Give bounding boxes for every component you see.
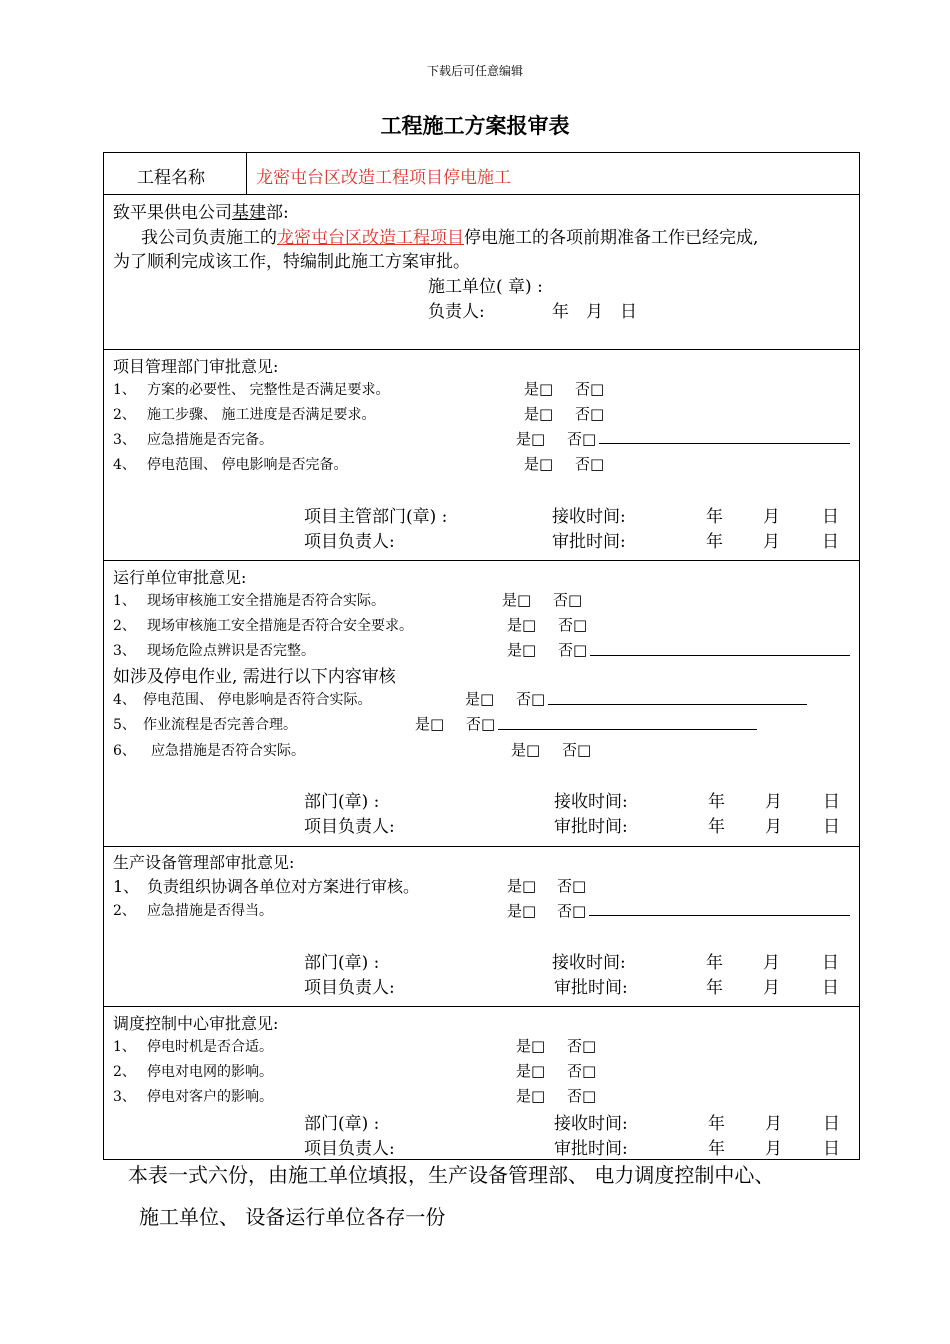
footer-note-line1: 本表一式六份，由施工单位填报，生产设备管理部、 电力调度控制中心、 <box>128 1163 775 1187</box>
remark-blank-line[interactable] <box>590 655 850 656</box>
yes-checkbox[interactable]: 是□ <box>524 405 554 423</box>
day-label: 日 <box>822 978 839 998</box>
s2-item-text: 作业流程是否完善合理。 <box>143 717 297 733</box>
yes-checkbox[interactable]: 是□ <box>507 902 537 920</box>
s2-item-text: 停电范围、 停电影响是否符合实际。 <box>143 692 372 708</box>
year-label: 年 <box>708 1114 725 1134</box>
s2-item-text: 现场审核施工安全措施是否符合实际。 <box>147 593 385 609</box>
remark-blank-line[interactable] <box>599 443 850 444</box>
day-label: 日 <box>823 1139 840 1159</box>
year-label: 年 <box>708 1139 725 1159</box>
receive-time-label: 接收时间: <box>554 1114 628 1134</box>
day-label: 日 <box>823 817 840 837</box>
s3-item-num: 2、 <box>113 903 136 919</box>
no-checkbox[interactable]: 否□ <box>575 455 605 473</box>
project-name-value: 龙密屯台区改造工程项目停电施工 <box>256 168 511 188</box>
s3-item-text: 应急措施是否得当。 <box>147 903 273 919</box>
project-name-label: 工程名称 <box>137 168 205 188</box>
approve-time-label: 审批时间: <box>552 532 626 552</box>
letter-body-line1: 我公司负责施工的龙密屯台区改造工程项目停电施工的各项前期准备工作已经完成, <box>141 228 759 248</box>
letter-salutation: 致平果供电公司基建部: <box>113 203 289 223</box>
receive-time-label: 接收时间: <box>552 953 626 973</box>
s1-item-num: 4、 <box>113 457 136 473</box>
no-checkbox[interactable]: 否□ <box>516 690 546 708</box>
yes-checkbox[interactable]: 是□ <box>516 1087 546 1105</box>
no-checkbox[interactable]: 否□ <box>562 741 592 759</box>
letter-body-line2: 为了顺利完成该工作，特编制此施工方案审批。 <box>113 252 470 272</box>
receive-time-label: 接收时间: <box>552 507 626 527</box>
approve-time-label: 审批时间: <box>554 817 628 837</box>
s3-dept-label: 部门(章) : <box>304 953 380 973</box>
approve-time-label: 审批时间: <box>554 978 628 998</box>
month-label: 月 <box>765 792 782 812</box>
month-label: 月 <box>765 817 782 837</box>
yes-checkbox[interactable]: 是□ <box>507 641 537 659</box>
remark-blank-line[interactable] <box>589 915 850 916</box>
year-label: 年 <box>706 953 723 973</box>
no-checkbox[interactable]: 否□ <box>575 380 605 398</box>
s1-heading: 项目管理部门审批意见: <box>113 357 279 376</box>
s2-item-text: 应急措施是否符合实际。 <box>151 743 305 759</box>
s3-heading: 生产设备管理部审批意见: <box>113 853 295 872</box>
s1-item-text: 施工步骤、 施工进度是否满足要求。 <box>147 407 376 423</box>
s2-item-num: 5、 <box>113 717 136 733</box>
s2-item-num: 4、 <box>113 692 136 708</box>
no-checkbox[interactable]: 否□ <box>558 641 588 659</box>
s1-item-num: 3、 <box>113 432 136 448</box>
day-label: 日 <box>823 1114 840 1134</box>
year-label: 年 <box>706 978 723 998</box>
s4-dept-label: 部门(章) : <box>304 1114 380 1134</box>
s2-item-num: 3、 <box>113 643 136 659</box>
day-label: 日 <box>823 792 840 812</box>
row-divider <box>103 846 860 847</box>
no-checkbox[interactable]: 否□ <box>567 1037 597 1055</box>
row-divider <box>103 1006 860 1007</box>
s3-item-text: 负责组织协调各单位对方案进行审核。 <box>147 877 420 896</box>
month-label: 月 <box>763 953 780 973</box>
year-label: 年 <box>708 817 725 837</box>
row-divider <box>103 349 860 350</box>
yes-checkbox[interactable]: 是□ <box>507 877 537 895</box>
col-divider <box>246 152 247 194</box>
yes-checkbox[interactable]: 是□ <box>502 591 532 609</box>
day-label: 日 <box>822 953 839 973</box>
no-checkbox[interactable]: 否□ <box>553 591 583 609</box>
month-label: 月 <box>763 507 780 527</box>
row-divider <box>103 194 860 195</box>
s4-heading: 调度控制中心审批意见: <box>113 1014 279 1033</box>
remark-blank-line[interactable] <box>498 729 757 730</box>
s1-item-text: 停电范围、 停电影响是否完备。 <box>147 457 348 473</box>
no-checkbox[interactable]: 否□ <box>567 430 597 448</box>
no-checkbox[interactable]: 否□ <box>558 616 588 634</box>
s2-item-text: 现场危险点辨识是否完整。 <box>147 643 315 659</box>
s3-person-label: 项目负责人: <box>304 978 395 998</box>
responsible-person-label: 负责人: <box>428 302 485 322</box>
month-label: 月 <box>763 978 780 998</box>
yes-checkbox[interactable]: 是□ <box>524 455 554 473</box>
s2-item-num: 2、 <box>113 618 136 634</box>
year-label: 年 <box>706 507 723 527</box>
s1-item-num: 1、 <box>113 382 136 398</box>
year-label: 年 <box>708 792 725 812</box>
remark-blank-line[interactable] <box>548 704 807 705</box>
s4-item-num: 3、 <box>113 1089 136 1105</box>
s2-note: 如涉及停电作业, 需进行以下内容审核 <box>113 667 396 687</box>
s3-item-num: 1、 <box>113 877 140 896</box>
footer-note-line2: 施工单位、 设备运行单位各存一份 <box>139 1205 446 1229</box>
no-checkbox[interactable]: 否□ <box>466 715 496 733</box>
s1-item-text: 应急措施是否完备。 <box>147 432 273 448</box>
s2-dept-label: 部门(章) : <box>304 792 380 812</box>
header-note: 下载后可任意编辑 <box>426 64 523 78</box>
yes-checkbox[interactable]: 是□ <box>524 380 554 398</box>
month-label: 月 <box>765 1114 782 1134</box>
s2-item-text: 现场审核施工安全措施是否符合安全要求。 <box>147 618 413 634</box>
approve-time-label: 审批时间: <box>554 1139 628 1159</box>
no-checkbox[interactable]: 否□ <box>557 902 587 920</box>
letter-date: 年 月 日 <box>552 302 637 322</box>
yes-checkbox[interactable]: 是□ <box>516 430 546 448</box>
s1-dept-label: 项目主管部门(章) : <box>304 507 448 527</box>
s4-item-num: 1、 <box>113 1039 136 1055</box>
s1-item-num: 2、 <box>113 407 136 423</box>
s4-item-text: 停电对客户的影响。 <box>147 1089 273 1105</box>
yes-checkbox[interactable]: 是□ <box>511 741 541 759</box>
month-label: 月 <box>763 532 780 552</box>
page-title: 工程施工方案报审表 <box>380 113 570 138</box>
day-label: 日 <box>822 532 839 552</box>
s2-person-label: 项目负责人: <box>304 817 395 837</box>
s4-item-text: 停电对电网的影响。 <box>147 1064 273 1080</box>
s2-item-num: 1、 <box>113 593 136 609</box>
no-checkbox[interactable]: 否□ <box>567 1062 597 1080</box>
receive-time-label: 接收时间: <box>554 792 628 812</box>
construction-unit-label: 施工单位( 章) : <box>428 277 543 297</box>
row-divider <box>103 560 860 561</box>
s2-heading: 运行单位审批意见: <box>113 568 247 587</box>
yes-checkbox[interactable]: 是□ <box>415 715 445 733</box>
day-label: 日 <box>822 507 839 527</box>
s4-person-label: 项目负责人: <box>304 1139 395 1159</box>
no-checkbox[interactable]: 否□ <box>557 877 587 895</box>
year-label: 年 <box>706 532 723 552</box>
s1-person-label: 项目负责人: <box>304 532 395 552</box>
s4-item-num: 2、 <box>113 1064 136 1080</box>
yes-checkbox[interactable]: 是□ <box>516 1037 546 1055</box>
s4-item-text: 停电时机是否合适。 <box>147 1039 273 1055</box>
no-checkbox[interactable]: 否□ <box>575 405 605 423</box>
s1-item-text: 方案的必要性、 完整性是否满足要求。 <box>147 382 390 398</box>
yes-checkbox[interactable]: 是□ <box>465 690 495 708</box>
yes-checkbox[interactable]: 是□ <box>516 1062 546 1080</box>
yes-checkbox[interactable]: 是□ <box>507 616 537 634</box>
s2-item-num: 6、 <box>113 743 136 759</box>
no-checkbox[interactable]: 否□ <box>567 1087 597 1105</box>
month-label: 月 <box>765 1139 782 1159</box>
